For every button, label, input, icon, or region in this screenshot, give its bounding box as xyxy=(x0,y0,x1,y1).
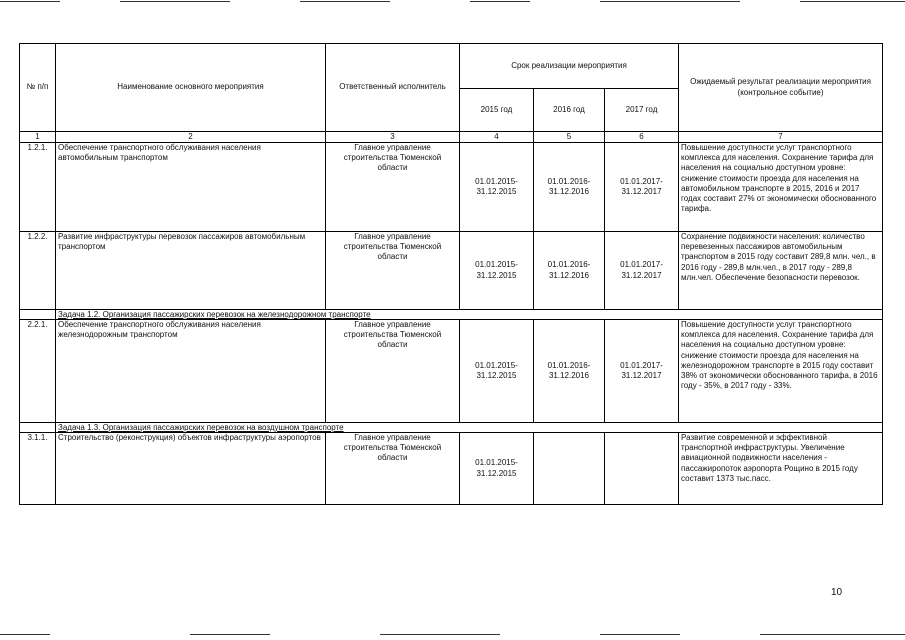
header-row xyxy=(20,44,883,89)
expected-result: Повышение доступности услуг транспортного комплекса для населения. Сохранение тарифа для населения на социально доступном уровне: снижение стоимости проезда для населения на железнодорожном транспорте в 2015 году составит 38% от экономически обоснованного тарифа, в 2016 году - 35%, в 2017 году - 33%. xyxy=(679,320,883,423)
executor: Главное управление строительства Тюменской области xyxy=(326,143,460,232)
header-executor: Ответственный исполнитель xyxy=(326,44,460,132)
column-number: 7 xyxy=(679,132,883,143)
task-row xyxy=(20,310,883,320)
period-2017: 01.01.2017-31.12.2017 xyxy=(605,320,679,423)
activities-table xyxy=(19,43,883,505)
period-2016: 01.01.2016-31.12.2016 xyxy=(534,232,605,310)
expected-result: Повышение доступности услуг транспортного комплекса для населения. Сохранение тарифа для населения на социально доступном уровне: снижение стоимости проезда для населения на автомобильном транспорте в 2015, 2016 и 2017 годах составит 27% от экономически обоснованного тарифа. xyxy=(679,143,883,232)
header-year-2016: 2016 год xyxy=(534,89,605,132)
period-2016: 01.01.2016-31.12.2016 xyxy=(534,320,605,423)
task-spacer xyxy=(20,423,56,433)
column-number: 2 xyxy=(56,132,326,143)
task-title: Задача 1.3. Организация пассажирских перевозок на воздушном транспорте xyxy=(56,423,883,433)
header-year-2015: 2015 год xyxy=(460,89,534,132)
header-num: № п/п xyxy=(20,44,56,132)
executor: Главное управление строительства Тюменской области xyxy=(326,433,460,505)
table-row xyxy=(20,320,883,423)
expected-result: Сохранение подвижности населения: количество перевезенных пассажиров автомобильным транспортом в 2015 году составит 289,8 млн. чел., в 2016 году - 289,8 млн.чел., в 2017 году - 289,8 млн.чел. Обеспечение безопасности перевозок. xyxy=(679,232,883,310)
scan-edge-top xyxy=(0,0,905,4)
period-2017: 01.01.2017-31.12.2017 xyxy=(605,143,679,232)
row-number: 2.2.1. xyxy=(20,320,56,423)
task-title: Задача 1.2. Организация пассажирских перевозок на железнодорожном транспорте xyxy=(56,310,883,320)
period-2015: 01.01.2015-31.12.2015 xyxy=(460,320,534,423)
row-number: 3.1.1. xyxy=(20,433,56,505)
table-row xyxy=(20,232,883,310)
period-2017: 01.01.2017-31.12.2017 xyxy=(605,232,679,310)
column-number: 1 xyxy=(20,132,56,143)
column-number: 5 xyxy=(534,132,605,143)
period-2015: 01.01.2015-31.12.2015 xyxy=(460,232,534,310)
row-number: 1.2.2. xyxy=(20,232,56,310)
executor: Главное управление строительства Тюменской области xyxy=(326,320,460,423)
header-year-2017: 2017 год xyxy=(605,89,679,132)
period-2017 xyxy=(605,433,679,505)
period-2015: 01.01.2015-31.12.2015 xyxy=(460,143,534,232)
expected-result: Развитие современной и эффективной транспортной инфраструктуры. Увеличение авиационной подвижности населения - пассажиропоток аэропорта Рощино в 2015 году составит 1373 тыс.пасс. xyxy=(679,433,883,505)
row-number: 1.2.1. xyxy=(20,143,56,232)
task-row xyxy=(20,423,883,433)
page-number: 10 xyxy=(831,587,843,598)
activity-name: Обеспечение транспортного обслуживания населения автомобильным транспортом xyxy=(56,143,326,232)
activity-name: Обеспечение транспортного обслуживания населения железнодорожным транспортом xyxy=(56,320,326,423)
period-2016: 01.01.2016-31.12.2016 xyxy=(534,143,605,232)
column-number: 4 xyxy=(460,132,534,143)
task-spacer xyxy=(20,310,56,320)
period-2016 xyxy=(534,433,605,505)
executor: Главное управление строительства Тюменской области xyxy=(326,232,460,310)
header-name: Наименование основного мероприятия xyxy=(56,44,326,132)
header-result: Ожидаемый результат реализации мероприятия (контрольное событие) xyxy=(679,44,883,132)
scan-edge-bottom xyxy=(0,633,905,637)
column-number-row xyxy=(20,132,883,143)
header-period: Срок реализации мероприятия xyxy=(460,44,679,89)
column-number: 3 xyxy=(326,132,460,143)
activity-name: Развитие инфраструктуры перевозок пассажиров автомобильным транспортом xyxy=(56,232,326,310)
period-2015: 01.01.2015-31.12.2015 xyxy=(460,433,534,505)
activity-name: Строительство (реконструкция) объектов инфраструктуры аэропортов xyxy=(56,433,326,505)
table-row xyxy=(20,143,883,232)
column-number: 6 xyxy=(605,132,679,143)
table-row xyxy=(20,433,883,505)
